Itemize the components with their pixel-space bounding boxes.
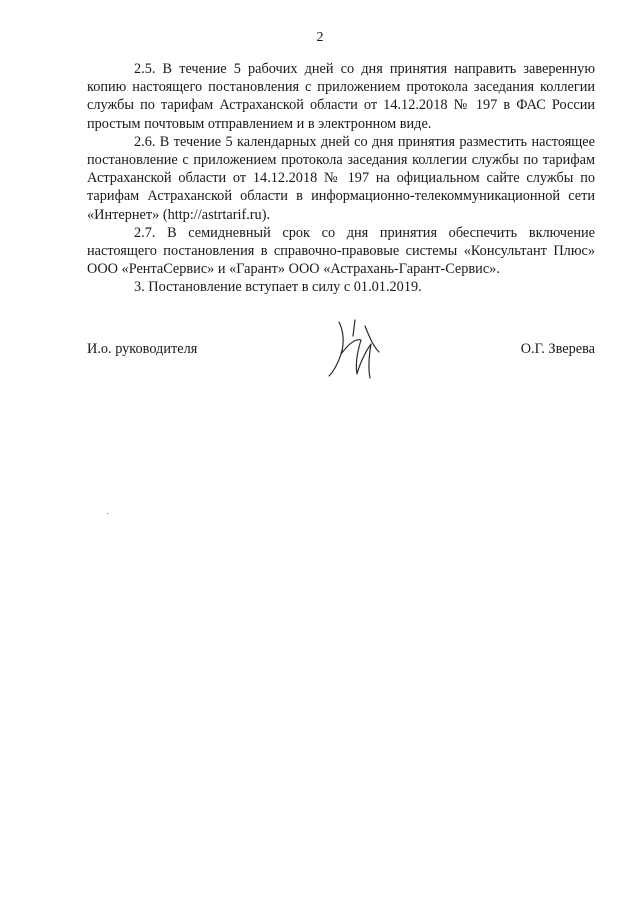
paragraph-3: 3. Постановление вступает в силу с 01.01.2019. [134,279,422,296]
scan-speck [107,513,108,514]
signer-name: О.Г. Зверева [520,341,595,357]
paragraph-2-7: 2.7. В семидневный срок со дня принятия обеспечить включение настоящего постановления в справочно-правовые системы «Консультант Плюс» ООО «РентаСервис» и «Гарант» ООО «Астрахань-Гарант-Сервис». [87,224,595,278]
page-number: 2 [316,30,324,45]
handwritten-signature [325,316,385,384]
paragraph-2-6: 2.6. В течение 5 календарных дней со дня принятия разместить настоящее постановление с приложением протокола заседания коллегии службы по тарифам Астраханской области от 14.12.2018 № 197 на официальном сайте службы по тарифам Астраханской области в информационно-телекоммуникационной сети «Интернет» (http://astrtarif.ru). [87,133,595,223]
document-body [87,60,595,297]
paragraph-2-5: 2.5. В течение 5 рабочих дней со дня принятия направить заверенную копию настоящего постановления с приложением протокола заседания коллегии службы по тарифам Астраханской области от 14.12.2018 № 197 в ФАС России простым почтовым отправлением и в электронном виде. [87,61,595,132]
signer-title: И.о. руководителя [87,341,198,357]
